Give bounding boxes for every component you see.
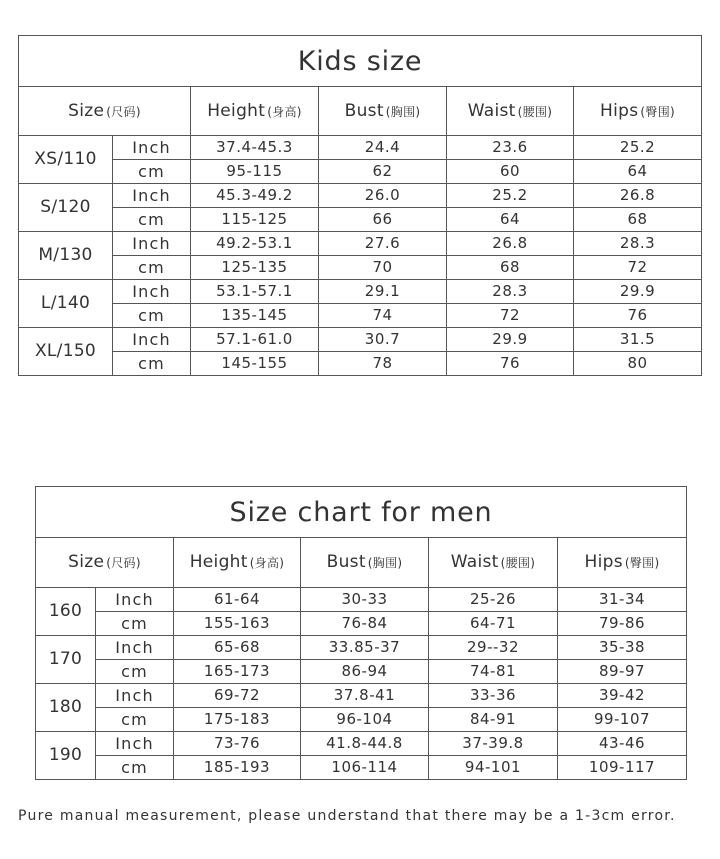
hips-value: 99-107 [558, 708, 687, 732]
hips-value: 29.9 [574, 280, 702, 304]
table-row [36, 684, 687, 708]
bust-value: 30-33 [301, 588, 429, 612]
waist-value: 28.3 [447, 280, 574, 304]
height-value: 135-145 [191, 304, 319, 328]
waist-value: 25-26 [429, 588, 558, 612]
men-size-table [35, 486, 687, 780]
table-row [19, 256, 702, 280]
waist-value: 68 [447, 256, 574, 280]
hips-value: 68 [574, 208, 702, 232]
waist-value: 74-81 [429, 660, 558, 684]
table-row [36, 756, 687, 780]
hips-value: 89-97 [558, 660, 687, 684]
unit-label: cm [113, 304, 191, 328]
size-label: XL/150 [19, 328, 113, 376]
header-height-label: Height [207, 100, 266, 121]
table-row [19, 352, 702, 376]
unit-label: Inch [113, 280, 191, 304]
waist-value: 29--32 [429, 636, 558, 660]
height-value: 65-68 [174, 636, 301, 660]
header-size-label: Size [68, 552, 105, 572]
unit-label: Inch [96, 684, 174, 708]
hips-value: 39-42 [558, 684, 687, 708]
size-label: L/140 [19, 280, 113, 328]
bust-value: 78 [319, 352, 447, 376]
header-size [36, 538, 174, 588]
unit-label: cm [113, 256, 191, 280]
header-height [191, 87, 319, 136]
table-row [36, 708, 687, 732]
size-label: S/120 [19, 184, 113, 232]
unit-label: cm [113, 352, 191, 376]
bust-value: 74 [319, 304, 447, 328]
height-value: 145-155 [191, 352, 319, 376]
height-value: 125-135 [191, 256, 319, 280]
table-row [36, 732, 687, 756]
table-row [19, 160, 702, 184]
unit-label: cm [96, 756, 174, 780]
waist-value: 29.9 [447, 328, 574, 352]
header-bust-cn: (胸围) [367, 556, 403, 570]
unit-label: Inch [113, 328, 191, 352]
kids-table-title: Kids size [19, 36, 702, 87]
header-waist [429, 538, 558, 588]
measurement-note: Pure manual measurement, please understand that there may be a 1-3cm error. [18, 808, 676, 824]
height-value: 49.2-53.1 [191, 232, 319, 256]
table-row [19, 232, 702, 256]
header-bust [319, 87, 447, 136]
unit-label: Inch [96, 588, 174, 612]
table-row [36, 660, 687, 684]
bust-value: 29.1 [319, 280, 447, 304]
bust-value: 66 [319, 208, 447, 232]
header-height-cn: (身高) [267, 104, 302, 119]
table-row [19, 184, 702, 208]
unit-label: cm [96, 612, 174, 636]
unit-label: cm [113, 160, 191, 184]
unit-label: Inch [96, 636, 174, 660]
waist-value: 33-36 [429, 684, 558, 708]
size-label: 190 [36, 732, 96, 780]
header-bust-label: Bust [344, 100, 384, 121]
size-label: 180 [36, 684, 96, 732]
waist-value: 37-39.8 [429, 732, 558, 756]
men-header-row [36, 538, 687, 588]
unit-label: cm [113, 208, 191, 232]
bust-value: 62 [319, 160, 447, 184]
unit-label: cm [96, 660, 174, 684]
height-value: 115-125 [191, 208, 319, 232]
unit-label: Inch [113, 184, 191, 208]
hips-value: 64 [574, 160, 702, 184]
height-value: 45.3-49.2 [191, 184, 319, 208]
size-label: 170 [36, 636, 96, 684]
hips-value: 72 [574, 256, 702, 280]
height-value: 185-193 [174, 756, 301, 780]
bust-value: 76-84 [301, 612, 429, 636]
waist-value: 26.8 [447, 232, 574, 256]
header-size [19, 87, 191, 136]
kids-header-row [19, 87, 702, 136]
header-waist-label: Waist [450, 552, 499, 572]
hips-value: 28.3 [574, 232, 702, 256]
waist-value: 60 [447, 160, 574, 184]
bust-value: 86-94 [301, 660, 429, 684]
hips-value: 26.8 [574, 184, 702, 208]
hips-value: 43-46 [558, 732, 687, 756]
size-label: 160 [36, 588, 96, 636]
table-row [36, 636, 687, 660]
bust-value: 26.0 [319, 184, 447, 208]
hips-value: 35-38 [558, 636, 687, 660]
bust-value: 27.6 [319, 232, 447, 256]
bust-value: 96-104 [301, 708, 429, 732]
bust-value: 33.85-37 [301, 636, 429, 660]
bust-value: 37.8-41 [301, 684, 429, 708]
bust-value: 106-114 [301, 756, 429, 780]
waist-value: 72 [447, 304, 574, 328]
hips-value: 79-86 [558, 612, 687, 636]
header-height-cn: (身高) [249, 556, 285, 570]
bust-value: 41.8-44.8 [301, 732, 429, 756]
table-row [19, 208, 702, 232]
hips-value: 31.5 [574, 328, 702, 352]
header-hips-cn: (臀围) [624, 556, 660, 570]
waist-value: 64-71 [429, 612, 558, 636]
waist-value: 76 [447, 352, 574, 376]
waist-value: 64 [447, 208, 574, 232]
unit-label: Inch [113, 136, 191, 160]
table-row [19, 328, 702, 352]
size-label: M/130 [19, 232, 113, 280]
table-row [19, 304, 702, 328]
waist-value: 84-91 [429, 708, 558, 732]
hips-value: 25.2 [574, 136, 702, 160]
height-value: 95-115 [191, 160, 319, 184]
header-waist [447, 87, 574, 136]
header-height [174, 538, 301, 588]
table-row [36, 588, 687, 612]
height-value: 61-64 [174, 588, 301, 612]
header-bust-cn: (胸围) [385, 104, 421, 119]
unit-label: cm [96, 708, 174, 732]
header-bust [301, 538, 429, 588]
waist-value: 94-101 [429, 756, 558, 780]
hips-value: 80 [574, 352, 702, 376]
height-value: 155-163 [174, 612, 301, 636]
header-waist-cn: (腰围) [517, 104, 553, 119]
header-size-cn: (尺码) [106, 556, 141, 570]
header-hips-label: Hips [600, 100, 639, 121]
header-hips-label: Hips [584, 552, 623, 572]
height-value: 37.4-45.3 [191, 136, 319, 160]
hips-value: 31-34 [558, 588, 687, 612]
bust-value: 30.7 [319, 328, 447, 352]
men-table-title: Size chart for men [36, 487, 687, 538]
bust-value: 70 [319, 256, 447, 280]
header-waist-label: Waist [467, 100, 516, 121]
height-value: 57.1-61.0 [191, 328, 319, 352]
header-hips-cn: (臀围) [640, 104, 675, 119]
table-row [36, 612, 687, 636]
header-height-label: Height [189, 552, 248, 572]
men-title-row [36, 487, 687, 538]
header-hips [558, 538, 687, 588]
hips-value: 109-117 [558, 756, 687, 780]
height-value: 69-72 [174, 684, 301, 708]
header-hips [574, 87, 702, 136]
hips-value: 76 [574, 304, 702, 328]
height-value: 175-183 [174, 708, 301, 732]
kids-size-table [18, 35, 702, 376]
bust-value: 24.4 [319, 136, 447, 160]
header-bust-label: Bust [326, 552, 366, 572]
header-waist-cn: (腰围) [500, 556, 536, 570]
table-row [19, 280, 702, 304]
size-label: XS/110 [19, 136, 113, 184]
height-value: 53.1-57.1 [191, 280, 319, 304]
waist-value: 23.6 [447, 136, 574, 160]
height-value: 73-76 [174, 732, 301, 756]
height-value: 165-173 [174, 660, 301, 684]
header-size-label: Size [68, 100, 105, 121]
unit-label: Inch [113, 232, 191, 256]
table-row [19, 136, 702, 160]
header-size-cn: (尺码) [106, 104, 141, 119]
kids-title-row [19, 36, 702, 87]
unit-label: Inch [96, 732, 174, 756]
waist-value: 25.2 [447, 184, 574, 208]
